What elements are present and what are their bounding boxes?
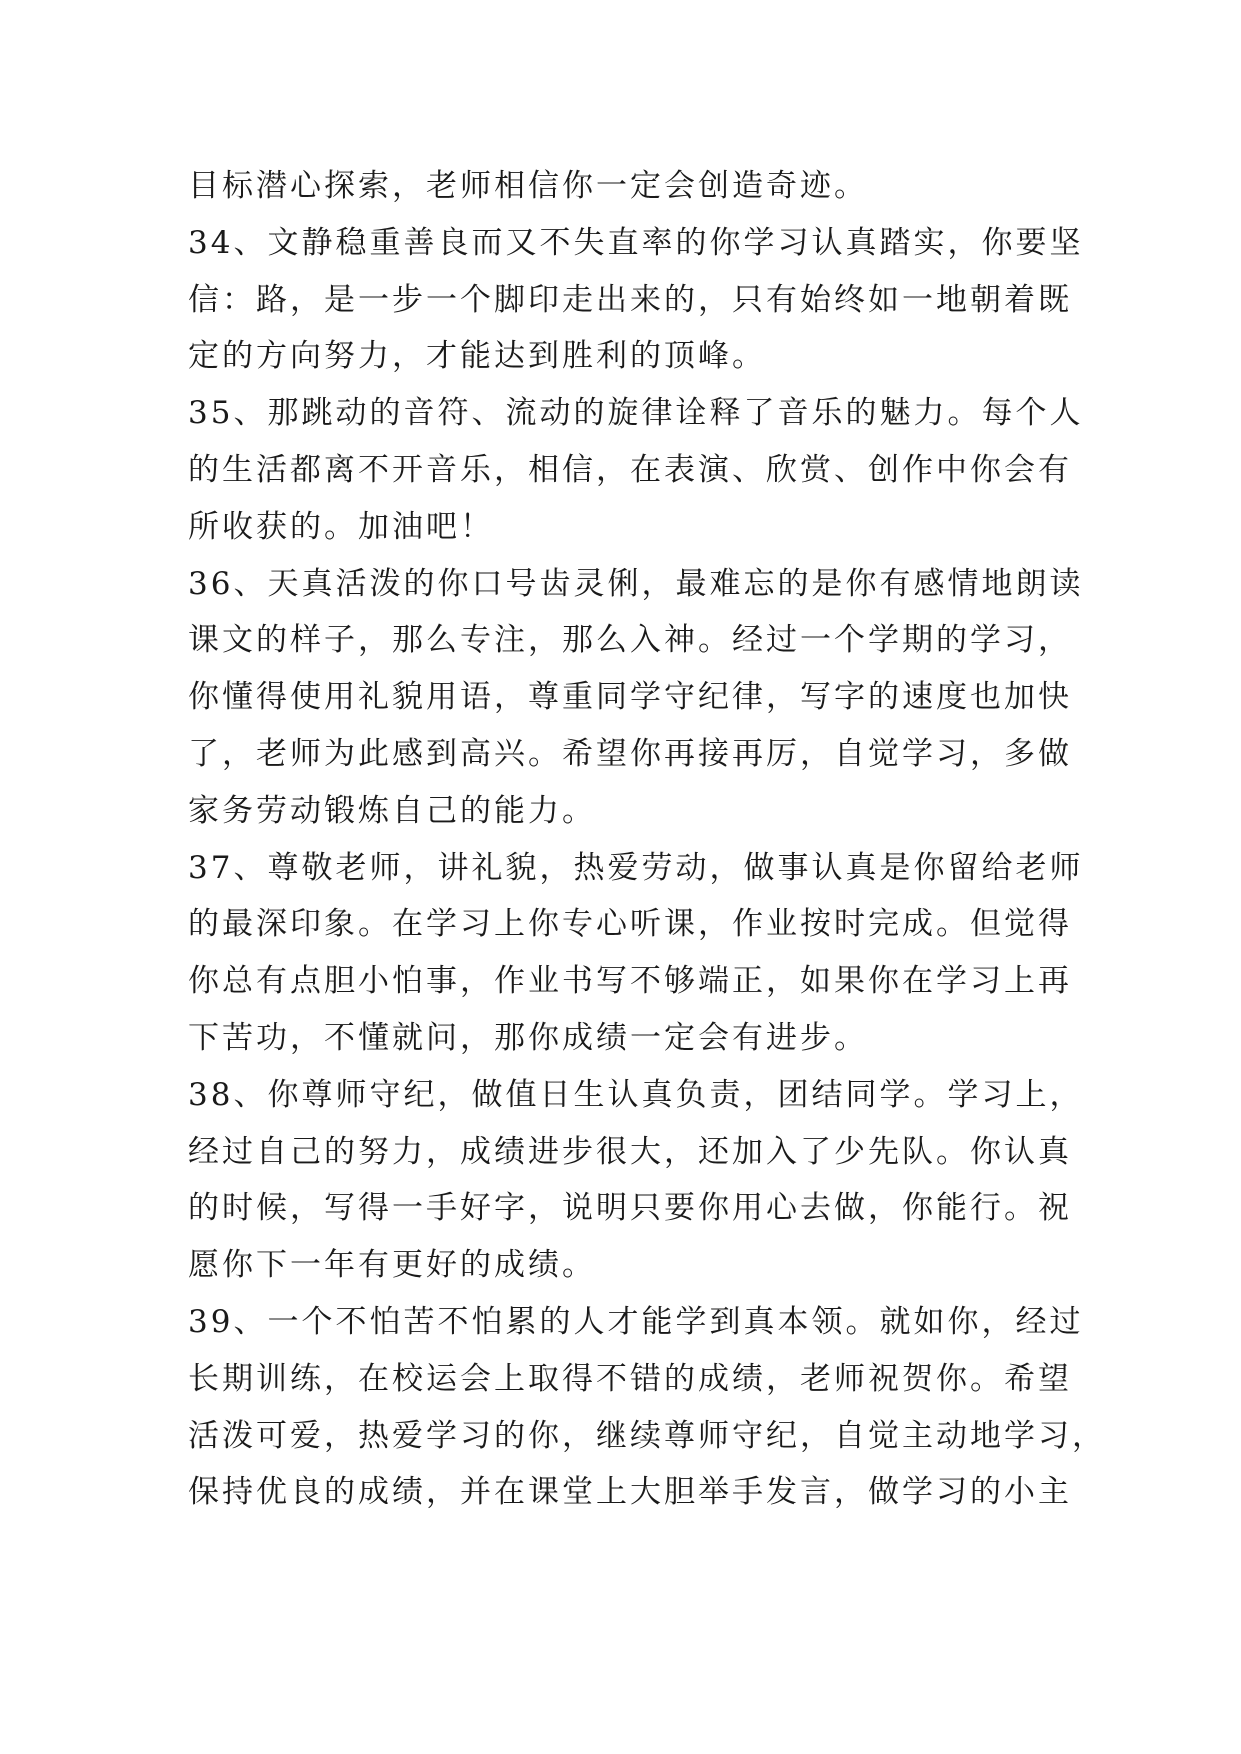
text-line: 你懂得使用礼貌用语，尊重同学守纪律，写字的速度也加快 xyxy=(188,679,1072,716)
text-line: 定的方向努力，才能达到胜利的顶峰。 xyxy=(188,338,766,375)
text-line: 课文的样子，那么专注，那么入神。经过一个学期的学习， xyxy=(188,622,1072,659)
text-line: 的生活都离不开音乐，相信，在表演、欣赏、创作中你会有 xyxy=(188,451,1072,488)
text-line: 34、文静稳重善良而又不失直率的你学习认真踏实，你要坚 xyxy=(188,224,1084,261)
text-line: 目标潜心探索，老师相信你一定会创造奇迹。 xyxy=(188,168,868,204)
text-line: 38、你尊师守纪，做值日生认真负责，团结同学。学习上， xyxy=(188,1076,1084,1113)
text-line: 所收获的。加油吧！ xyxy=(188,508,494,545)
text-line: 了，老师为此感到高兴。希望你再接再厉，自觉学习，多做 xyxy=(188,735,1072,772)
text-line: 35、那跳动的音符、流动的旋律诠释了音乐的魅力。每个人 xyxy=(188,395,1084,432)
text-line: 下苦功，不懂就问，那你成绩一定会有进步。 xyxy=(188,1019,868,1056)
document-body xyxy=(188,158,1106,1521)
text-line: 39、一个不怕苦不怕累的人才能学到真本领。就如你，经过 xyxy=(188,1303,1084,1340)
text-line: 的时候，写得一手好字，说明只要你用心去做，你能行。祝 xyxy=(188,1190,1072,1227)
text-line: 活泼可爱，热爱学习的你，继续尊师守纪，自觉主动地学习， xyxy=(188,1417,1106,1454)
text-line: 你总有点胆小怕事，作业书写不够端正，如果你在学习上再 xyxy=(188,963,1072,1000)
text-line: 的最深印象。在学习上你专心听课，作业按时完成。但觉得 xyxy=(188,906,1072,943)
text-line: 保持优良的成绩，并在课堂上大胆举手发言，做学习的小主 xyxy=(188,1474,1072,1511)
text-line: 36、天真活泼的你口号齿灵俐，最难忘的是你有感情地朗读 xyxy=(188,565,1084,602)
text-line: 37、尊敬老师，讲礼貌，热爱劳动，做事认真是你留给老师 xyxy=(188,849,1084,886)
text-line: 信：路，是一步一个脚印走出来的，只有始终如一地朝着既 xyxy=(188,281,1072,318)
text-line: 长期训练，在校运会上取得不错的成绩，老师祝贺你。希望 xyxy=(188,1360,1072,1397)
text-line: 家务劳动锻炼自己的能力。 xyxy=(188,792,596,829)
text-line: 愿你下一年有更好的成绩。 xyxy=(188,1247,596,1284)
text-line: 经过自己的努力，成绩进步很大，还加入了少先队。你认真 xyxy=(188,1133,1072,1170)
